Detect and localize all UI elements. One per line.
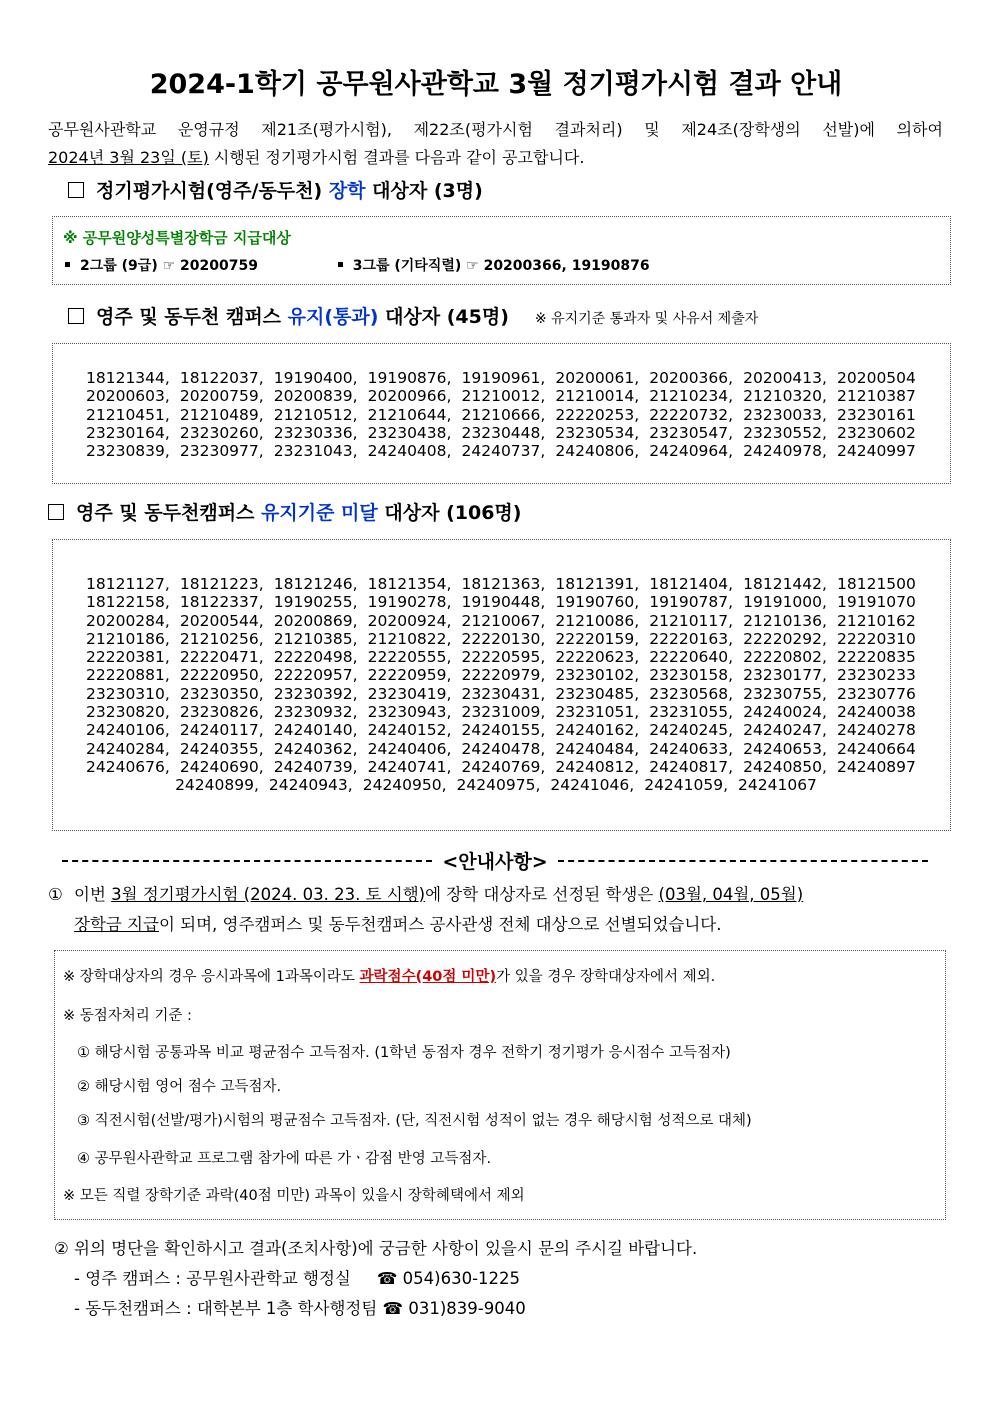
- student-id: 24240817,: [649, 757, 734, 776]
- student-id: 21210067,: [461, 611, 546, 630]
- student-id: 22220957,: [273, 666, 358, 685]
- exam-date: 2024년 3월 23일 (토): [48, 148, 209, 167]
- student-id: 22220950,: [179, 666, 264, 685]
- checkbox-icon: [68, 182, 84, 198]
- id-row: [86, 593, 916, 611]
- student-id: 23230336,: [273, 423, 358, 442]
- student-id: 22220310: [837, 629, 916, 648]
- student-id: 19190961,: [461, 369, 546, 387]
- student-id: 18121246,: [273, 575, 358, 593]
- student-id: 21210256,: [179, 629, 264, 648]
- intro-line-1: [48, 116, 943, 144]
- student-id: 22220979,: [461, 666, 546, 685]
- student-id: 18121223,: [179, 575, 264, 593]
- fail-list-box: [52, 539, 951, 831]
- student-id: 18122337,: [179, 593, 264, 612]
- student-id: 22220292,: [743, 629, 827, 648]
- fail-score-highlight: 과락점수(40점 미만): [359, 969, 497, 985]
- student-id: 22220802,: [743, 648, 827, 667]
- section-fail-heading: 영주 및 동두천캠퍼스 유지기준 미달 대상자 (106명): [48, 498, 521, 525]
- student-id: 20200924,: [367, 611, 452, 630]
- checkbox-icon: [68, 308, 84, 324]
- student-id: 24240653,: [743, 739, 827, 758]
- notice-1: ① 이번 3월 정기평가시험 (2024. 03. 23. 토 시행)에 장학 대상자로 선정된 학생은 (03월, 04월, 05월) 장학금 지급이 되며, 영주캠퍼스 및 동두천캠퍼스 공사관생 전체 대상으로 선별되었습니다.: [48, 885, 804, 934]
- notice-divider: [62, 847, 928, 874]
- student-id: 21210117,: [649, 611, 734, 630]
- id-row: [86, 776, 916, 794]
- intro-word: 공무원사관학교: [48, 120, 157, 139]
- id-row: [86, 648, 916, 666]
- pass-list-box: [52, 343, 951, 484]
- student-id: 20200839,: [273, 387, 358, 406]
- id-row: [86, 406, 916, 424]
- student-id: 23230310,: [86, 684, 170, 703]
- student-id: 24240362,: [273, 739, 358, 758]
- rules-box: [54, 950, 946, 1220]
- student-id: 24240245,: [649, 721, 734, 740]
- id-row: [86, 666, 916, 684]
- student-id: 23230602: [837, 423, 916, 442]
- student-id: 24240155,: [461, 721, 546, 740]
- student-id: 23230552,: [743, 423, 827, 442]
- student-id: 18121354,: [367, 575, 452, 593]
- student-id: 24240943,: [268, 776, 353, 795]
- divider-label: <안내사항>: [442, 851, 548, 873]
- student-id: 20200061,: [555, 369, 640, 387]
- id-row: [86, 575, 916, 593]
- id-row: [86, 630, 916, 648]
- student-id: 23230820,: [86, 703, 170, 722]
- student-id: 19190255,: [273, 593, 358, 612]
- student-id: 24240484,: [555, 739, 640, 758]
- pass-note: ※ 유지기준 통과자 및 사유서 제출자: [534, 311, 759, 327]
- student-id: 22220130,: [461, 629, 546, 648]
- student-id: 24240664: [837, 739, 916, 758]
- student-id: 22220732,: [649, 405, 734, 424]
- student-id: 24240975,: [456, 776, 541, 795]
- tiebreak-item: ① 해당시험 공통과목 비교 평균점수 고득점자. (1학년 동점자 경우 전학기 정기평가 응시점수 고득점자): [77, 1045, 731, 1061]
- id-row: [86, 442, 916, 460]
- student-id: 23231043,: [273, 442, 358, 461]
- student-id: 22220555,: [367, 648, 452, 667]
- student-id: 18121344,: [86, 369, 170, 387]
- student-id: 23230826,: [179, 703, 264, 722]
- student-id: 22220881,: [86, 666, 170, 685]
- student-id: 23230776: [837, 684, 916, 703]
- student-id: 24240408,: [367, 442, 452, 461]
- student-id: 24240247,: [743, 721, 827, 740]
- intro-word: 선발)에: [822, 120, 875, 139]
- student-id: 20200603,: [86, 387, 170, 406]
- tiebreak-item: ② 해당시험 영어 점수 고득점자.: [77, 1079, 282, 1095]
- student-id: 24240806,: [555, 442, 640, 461]
- student-id: 22220253,: [555, 405, 640, 424]
- student-id: 19190760,: [555, 593, 640, 612]
- student-id: 23230419,: [367, 684, 452, 703]
- scholarship-title: ※ 공무원양성특별장학금 지급대상: [63, 229, 291, 247]
- student-id: 24240106,: [86, 721, 170, 740]
- student-id: 23230161: [837, 405, 916, 424]
- contact-yeongju: - 영주 캠퍼스 : 공무원사관학교 행정실 ☎ 054)630-1225: [74, 1269, 521, 1288]
- id-row: [86, 758, 916, 776]
- student-id: 24240162,: [555, 721, 640, 740]
- id-row: [86, 424, 916, 442]
- rule-exclusion: ※ 장학대상자의 경우 응시과목에 1과목이라도 과락점수(40점 미만)가 있을 경우 장학대상자에서 제외.: [63, 969, 716, 985]
- student-id: 22220471,: [179, 648, 264, 667]
- student-id: 23230177,: [743, 666, 827, 685]
- student-id: 24240355,: [179, 739, 264, 758]
- student-id: 24241046,: [550, 776, 635, 795]
- student-id: 21210666,: [461, 405, 546, 424]
- student-id: 18121404,: [649, 575, 734, 593]
- student-id: 24240038: [837, 703, 916, 722]
- student-id: 21210385,: [273, 629, 358, 648]
- student-id: 20200284,: [86, 611, 170, 630]
- tiebreak-item: ③ 직전시험(선발/평가)시험의 평균점수 고득점자. (단, 직전시험 성적이 없는 경우 해당시험 성적으로 대체): [77, 1113, 752, 1129]
- id-row: [86, 685, 916, 703]
- student-id: 23230438,: [367, 423, 452, 442]
- bullet-icon: [338, 262, 343, 267]
- rule-all-series: ※ 모든 직렬 장학기준 과락(40점 미만) 과목이 있을시 장학혜택에서 제외: [63, 1188, 525, 1204]
- student-id: 18121127,: [86, 575, 170, 593]
- student-id: 23230547,: [649, 423, 734, 442]
- scholarship-groups: 2그룹 (9급) ☞ 20200759 3그룹 (기타직렬) ☞ 20200366, 19190876: [65, 255, 650, 275]
- student-id: 21210489,: [179, 405, 264, 424]
- student-id: 22220498,: [273, 648, 358, 667]
- student-id: 21210136,: [743, 611, 827, 630]
- pass-id-list: [86, 369, 916, 460]
- bullet-icon: [65, 262, 70, 267]
- checkbox-icon: [48, 504, 64, 520]
- student-id: 21210644,: [367, 405, 452, 424]
- phone-icon: ☎: [376, 1269, 398, 1288]
- student-id: 23230164,: [86, 423, 170, 442]
- student-id: 21210822,: [367, 629, 452, 648]
- contact-dongducheon: - 동두천캠퍼스 : 대학본부 1층 학사행정팀 ☎ 031)839-9040: [74, 1299, 526, 1318]
- student-id: 24240899,: [175, 776, 259, 795]
- student-id: 21210320,: [743, 387, 827, 406]
- student-id: 18121442,: [743, 575, 827, 593]
- student-id: 18122158,: [86, 593, 170, 612]
- student-id: 23230431,: [461, 684, 546, 703]
- notice-2: ② 위의 명단을 확인하시고 결과(조치사항)에 궁금한 사항이 있을시 문의 주시길 바랍니다. - 영주 캠퍼스 : 공무원사관학교 행정실 ☎ 054)630-1225 - 동두천캠퍼스 : 대학본부 1층 학사행정팀 ☎ 031)839-9040: [54, 1234, 697, 1324]
- student-id: 23230392,: [273, 684, 358, 703]
- student-id: 24240812,: [555, 757, 640, 776]
- student-id: 24240897: [837, 757, 916, 776]
- id-row: [86, 612, 916, 630]
- intro-word: 의하여: [896, 120, 943, 139]
- student-id: 24240737,: [461, 442, 546, 461]
- student-id: 22220159,: [555, 629, 640, 648]
- student-id: 19191000,: [743, 593, 827, 612]
- student-id: 23230260,: [179, 423, 264, 442]
- scholarship-box: [52, 216, 951, 285]
- student-id: 22220595,: [461, 648, 546, 667]
- student-id: 23230755,: [743, 684, 827, 703]
- student-id: 23230534,: [555, 423, 640, 442]
- intro-line-2: 2024년 3월 23일 (토) 시행된 정기평가시험 결과를 다음과 같이 공고합니다.: [48, 148, 585, 167]
- student-id: 23230568,: [649, 684, 734, 703]
- id-row: [86, 387, 916, 405]
- student-id: 23230932,: [273, 703, 358, 722]
- intro-word: 제22조(평가시험: [413, 120, 533, 139]
- student-id: 24240690,: [179, 757, 264, 776]
- intro-word: 및: [644, 120, 660, 139]
- student-id: 21210451,: [86, 405, 170, 424]
- student-id: 18121391,: [555, 575, 640, 593]
- student-id: 22220835: [837, 648, 916, 667]
- student-id: 23230943,: [367, 703, 452, 722]
- student-id: 21210512,: [273, 405, 358, 424]
- section-scholarship-heading: 정기평가시험(영주/동두천) 장학 대상자 (3명): [68, 176, 483, 203]
- tiebreak-item: ④ 공무원사관학교 프로그램 참가에 따른 가ㆍ감점 반영 고득점자.: [77, 1151, 492, 1167]
- student-id: 20200869,: [273, 611, 358, 630]
- id-row: [86, 703, 916, 721]
- student-id: 24240284,: [86, 739, 170, 758]
- student-id: 24240741,: [367, 757, 452, 776]
- student-id: 20200504: [837, 369, 916, 387]
- student-id: 24240278: [837, 721, 916, 740]
- student-id: 22220959,: [367, 666, 452, 685]
- student-id: 23230977,: [179, 442, 264, 461]
- student-id: 24240964,: [649, 442, 734, 461]
- student-id: 24240117,: [179, 721, 264, 740]
- student-id: 23230350,: [179, 684, 264, 703]
- student-id: 19191070: [837, 593, 916, 612]
- student-id: 22220640,: [649, 648, 734, 667]
- student-id: 20200759,: [179, 387, 264, 406]
- student-id: 24240950,: [362, 776, 447, 795]
- student-id: 23230485,: [555, 684, 640, 703]
- student-id: 23231009,: [461, 703, 546, 722]
- phone-icon: ☎: [382, 1299, 404, 1318]
- student-id: 24241059,: [644, 776, 729, 795]
- student-id: 24240769,: [461, 757, 546, 776]
- student-id: 22220163,: [649, 629, 734, 648]
- intro-word: 결과처리): [554, 120, 623, 139]
- student-id: 23230102,: [555, 666, 640, 685]
- student-id: 23231055,: [649, 703, 734, 722]
- group1-ids: 20200759: [180, 258, 258, 274]
- student-id: 18122037,: [179, 369, 264, 387]
- intro-paragraph: [48, 116, 943, 172]
- student-id: 24240024,: [743, 703, 827, 722]
- fail-id-list: [86, 575, 916, 795]
- student-id: 18121363,: [461, 575, 546, 593]
- student-id: 23230233: [837, 666, 916, 685]
- student-id: 22220623,: [555, 648, 640, 667]
- student-id: 19190278,: [367, 593, 452, 612]
- student-id: 21210186,: [86, 629, 170, 648]
- student-id: 20200413,: [743, 369, 827, 387]
- id-row: [86, 721, 916, 739]
- student-id: 24240978,: [743, 442, 827, 461]
- student-id: 24240633,: [649, 739, 734, 758]
- student-id: 21210234,: [649, 387, 734, 406]
- student-id: 22220381,: [86, 648, 170, 667]
- student-id: 24240739,: [273, 757, 358, 776]
- student-id: 24241067: [738, 776, 817, 795]
- rule-tiebreak-heading: ※ 동점자처리 기준 :: [63, 1008, 192, 1024]
- student-id: 21210387: [837, 387, 916, 406]
- student-id: 18121500: [837, 575, 916, 593]
- student-id: 21210014,: [555, 387, 640, 406]
- student-id: 23231051,: [555, 703, 640, 722]
- student-id: 21210162: [837, 611, 916, 630]
- student-id: 24240140,: [273, 721, 358, 740]
- intro-word: 제21조(평가시험),: [261, 120, 392, 139]
- student-id: 24240406,: [367, 739, 452, 758]
- student-id: 19190787,: [649, 593, 734, 612]
- student-id: 20200366,: [649, 369, 734, 387]
- student-id: 21210012,: [461, 387, 546, 406]
- intro-word: 제24조(장학생의: [681, 120, 801, 139]
- intro-word: 운영규정: [177, 120, 240, 139]
- page-title: 2024-1학기 공무원사관학교 3월 정기평가시험 결과 안내: [149, 69, 843, 100]
- student-id: 19190400,: [273, 369, 358, 387]
- student-id: 24240850,: [743, 757, 827, 776]
- student-id: 20200544,: [179, 611, 264, 630]
- student-id: 24240997: [837, 442, 916, 461]
- id-row: [86, 369, 916, 387]
- student-id: 19190876,: [367, 369, 452, 387]
- student-id: 23230839,: [86, 442, 170, 461]
- student-id: 21210086,: [555, 611, 640, 630]
- student-id: 20200966,: [367, 387, 452, 406]
- id-row: [86, 740, 916, 758]
- group2-ids: 20200366, 19190876: [483, 258, 650, 274]
- section-pass-heading: 영주 및 동두천 캠퍼스 유지(통과) 대상자 (45명) ※ 유지기준 통과자 및 사유서 제출자: [68, 302, 758, 329]
- student-id: 24240152,: [367, 721, 452, 740]
- student-id: 23230158,: [649, 666, 734, 685]
- student-id: 19190448,: [461, 593, 546, 612]
- student-id: 23230448,: [461, 423, 546, 442]
- student-id: 24240676,: [86, 757, 170, 776]
- student-id: 23230033,: [743, 405, 827, 424]
- student-id: 24240478,: [461, 739, 546, 758]
